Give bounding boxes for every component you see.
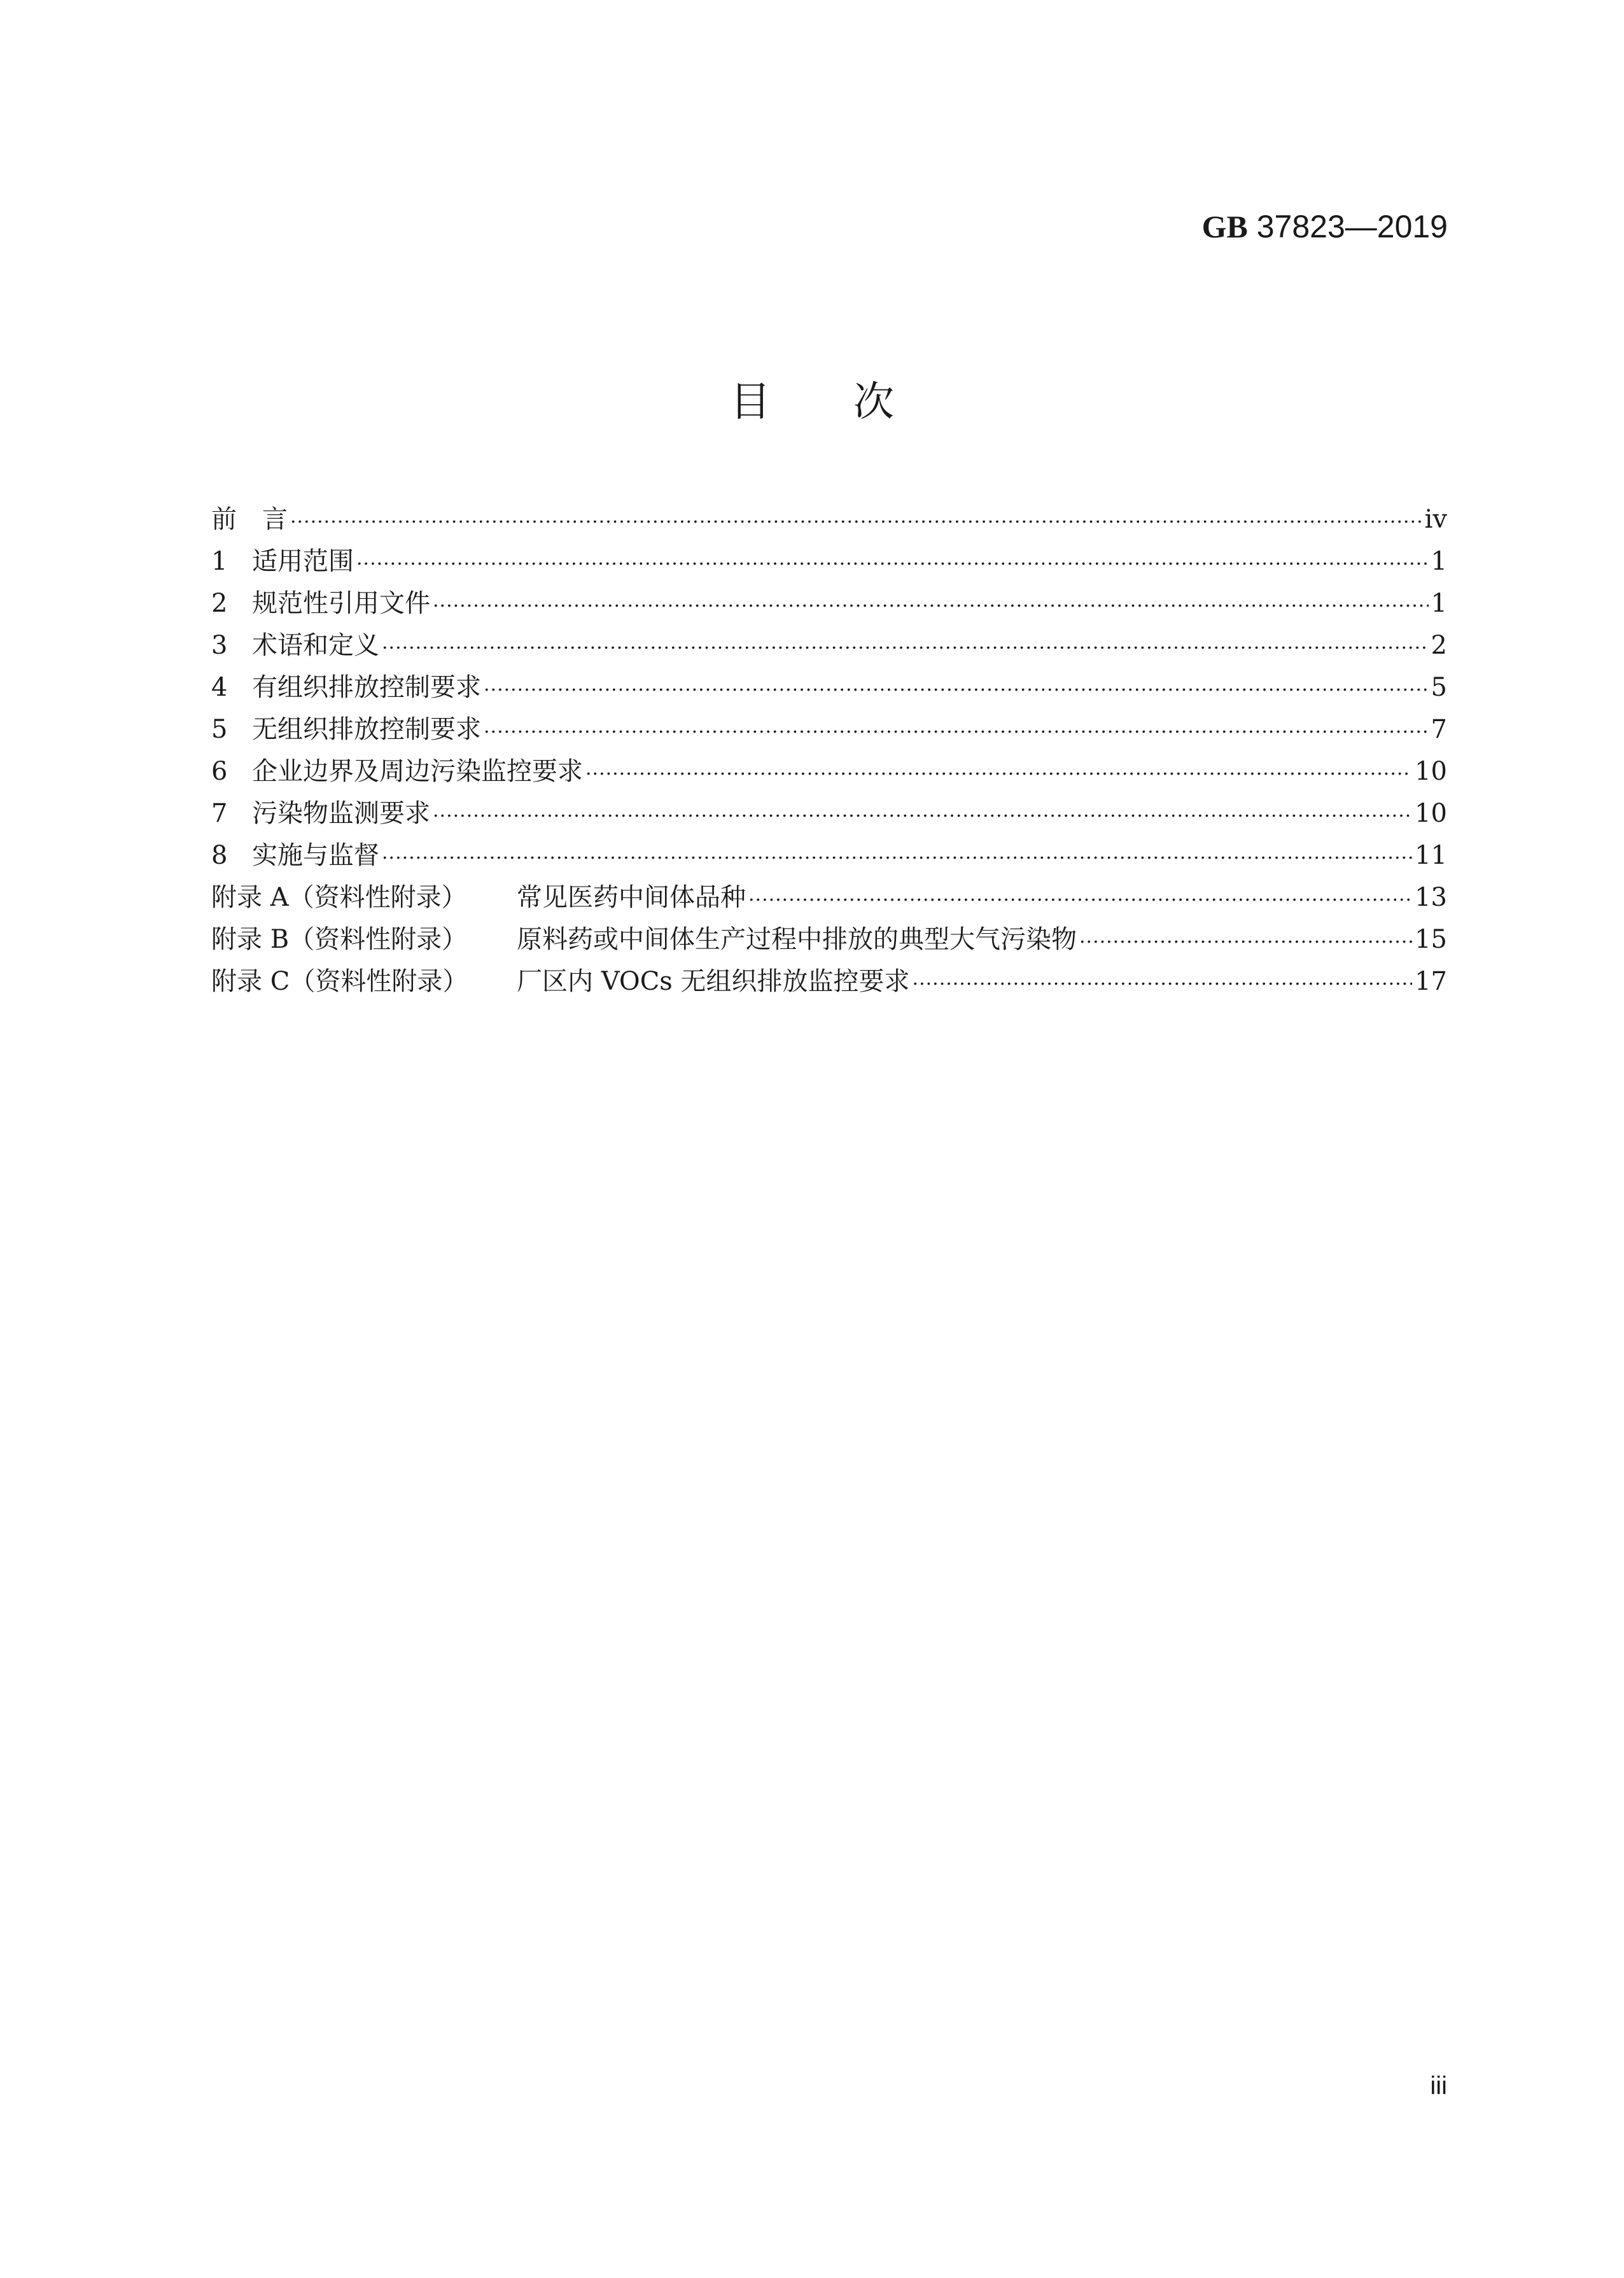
- toc-page-number: 1: [1431, 547, 1447, 576]
- toc-entry-number: 6: [211, 757, 228, 786]
- toc-leader-dots: [290, 498, 1422, 528]
- toc-entry-label: 污染物监测要求: [252, 799, 430, 828]
- toc-entry-appendix-b[interactable]: [211, 918, 1447, 960]
- toc-leader-dots: [1079, 918, 1412, 948]
- toc-entry-number: 1: [211, 547, 228, 576]
- toc-entry-5[interactable]: [211, 708, 1447, 750]
- toc-entry-6[interactable]: [211, 750, 1447, 792]
- toc-leader-dots: [382, 834, 1412, 864]
- toc-leader-dots: [484, 666, 1429, 696]
- toc-page-number: 15: [1415, 925, 1447, 954]
- standard-prefix: GB: [1201, 209, 1248, 244]
- toc-entry-label: 实施与监督: [252, 841, 379, 870]
- toc-entry-label: 前 言: [211, 505, 288, 534]
- toc-leader-dots: [748, 876, 1412, 906]
- title-char-2: 次: [853, 379, 894, 426]
- toc-entry-1[interactable]: [211, 540, 1447, 582]
- toc-page-number: 11: [1415, 841, 1447, 870]
- toc-entry-label: 原料药或中间体生产过程中排放的典型大气污染物: [517, 925, 1077, 954]
- toc-entry-2[interactable]: [211, 582, 1447, 624]
- toc-entry-label: 常见医药中间体品种: [517, 883, 746, 912]
- toc-entry-label: 适用范围: [252, 547, 354, 576]
- toc-entry-number: 7: [211, 799, 228, 828]
- toc-entry-appendix-c[interactable]: [211, 960, 1447, 1002]
- toc-entry-label: 规范性引用文件: [252, 589, 430, 618]
- toc-appendix-prefix: 附录 A（资料性附录）: [211, 883, 467, 912]
- toc-leader-dots: [484, 708, 1429, 738]
- toc-page-number: iv: [1424, 505, 1447, 534]
- toc-leader-dots: [382, 624, 1429, 654]
- toc-entry-8[interactable]: [211, 834, 1447, 876]
- toc-page-number: 1: [1431, 589, 1447, 618]
- toc-entry-appendix-a[interactable]: [211, 876, 1447, 918]
- toc-page-number: 10: [1415, 757, 1447, 786]
- toc-page-number: 10: [1415, 799, 1447, 828]
- toc-entry-number: 5: [211, 715, 228, 744]
- toc-entry-4[interactable]: [211, 666, 1447, 708]
- toc-leader-dots: [913, 960, 1413, 990]
- toc-page-number: 5: [1431, 673, 1447, 702]
- toc-leader-dots: [585, 750, 1412, 780]
- toc-appendix-prefix: 附录 C（资料性附录）: [211, 967, 468, 996]
- toc-leader-dots: [433, 582, 1429, 612]
- toc-entry-label: 无组织排放控制要求: [252, 715, 481, 744]
- standard-number: 37823—2019: [1256, 209, 1448, 244]
- toc-entry-label: 术语和定义: [252, 631, 379, 660]
- toc-entry-3[interactable]: [211, 624, 1447, 666]
- page-title: [0, 369, 1624, 428]
- toc-page-number: 2: [1431, 631, 1447, 660]
- toc-page-number: 13: [1415, 883, 1447, 912]
- toc-entry-7[interactable]: [211, 792, 1447, 834]
- toc-page-number: 17: [1415, 967, 1447, 996]
- toc-entry-number: 3: [211, 631, 228, 660]
- title-char-1: 目: [730, 379, 771, 426]
- toc-entry-label: 厂区内 VOCs 无组织排放监控要求: [517, 967, 910, 996]
- toc-entry-number: 2: [211, 589, 228, 618]
- toc-page-number: 7: [1431, 715, 1447, 744]
- toc-entry-label: 有组织排放控制要求: [252, 673, 481, 702]
- toc-appendix-prefix: 附录 B（资料性附录）: [211, 925, 468, 954]
- standard-number-header: [1202, 208, 1448, 245]
- toc-entry-label: 企业边界及周边污染监控要求: [252, 757, 583, 786]
- toc-leader-dots: [433, 792, 1412, 822]
- page-number-footer: iii: [1430, 2072, 1447, 2100]
- toc-entry-number: 4: [211, 673, 228, 702]
- toc-entry-preface[interactable]: [211, 498, 1447, 540]
- toc-entry-number: 8: [211, 841, 228, 870]
- table-of-contents: [211, 498, 1447, 1002]
- toc-leader-dots: [356, 540, 1429, 570]
